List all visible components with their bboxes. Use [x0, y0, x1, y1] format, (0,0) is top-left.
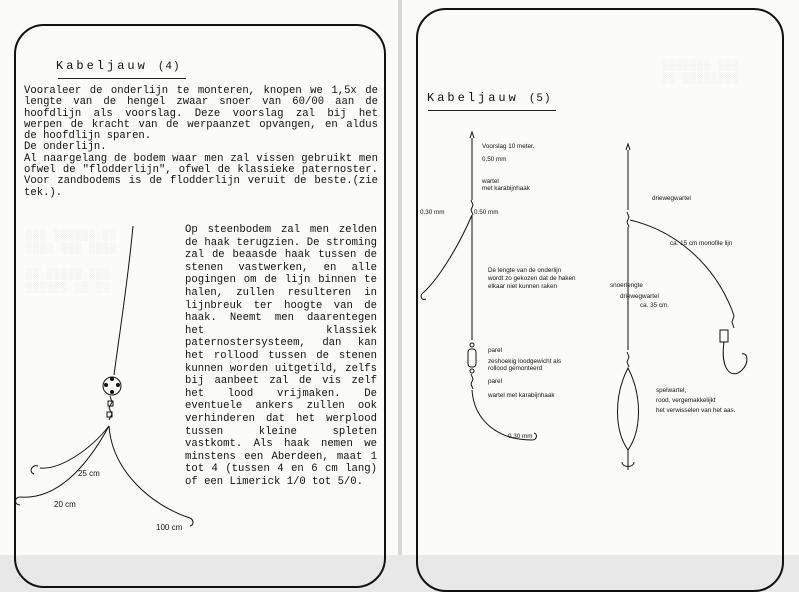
label-monofile: ca. 15 cm monofile lijn	[670, 240, 733, 247]
label-wartel: wartel	[482, 178, 499, 185]
right-page-title: Kabeljauw (5)	[427, 91, 552, 105]
label-030mm-left: 0.30 mm	[420, 209, 445, 216]
left-page-number: (4)	[157, 61, 181, 73]
right-page-number: (5)	[528, 93, 552, 105]
label-karabijnhaak: met karabijnhaak	[482, 185, 530, 192]
label-ca35: ca. 35 cm.	[640, 302, 670, 309]
intro-paragraph: Al naargelang de bodem waar men zal vissen gebruikt men ofwel de "flodderlijn", ofwel de klassieke paternoster. Voor zandbodems is de flodderlijn veruit de beste.(zie tek.).	[24, 152, 378, 199]
label-lood: rollood gemonteerd	[488, 365, 543, 372]
label-spelwartel: spelwartel,	[656, 387, 687, 394]
flodder-and-paternoster-diagrams	[402, 0, 799, 555]
snood-25cm	[40, 426, 109, 468]
label-050mm-top: 0.50 mm	[482, 156, 507, 163]
note-line: De lengte van de onderlijn	[488, 267, 562, 274]
label-driewegwartel: driewegwartel	[652, 195, 691, 202]
top-swivel-icon	[471, 200, 473, 215]
bleed-through-text: ░░░░░░░ ░░░ ░░ ░░░░░░░░	[662, 61, 740, 85]
intro-paragraph: Vooraleer de onderlijn te monteren, knopen we 1,5x de lengte van de hengel zwaar snoer van 60/00 aan de hoofdlijn als voorslag. Deze voorslag zal bij het werpen de kracht van de werpaanzet opvangen, en aldus de hoofdlijn sparen.	[24, 85, 378, 143]
anchor-icon	[622, 462, 634, 470]
main-line-100cm	[109, 426, 190, 518]
label-wartel-bottom: wartel met karabijnhaak	[488, 392, 555, 399]
label-lood: zeshoekig loodgewicht als	[488, 358, 562, 365]
paternoster-rig-diagram	[0, 0, 398, 555]
snood-20cm	[20, 426, 109, 497]
hook-icon	[723, 342, 747, 374]
label-voorslag: Voorslag 10 meter.	[482, 143, 535, 150]
right-page	[402, 0, 799, 555]
note-line: elkaar niet kunnen raken	[488, 283, 557, 290]
three-way-swivel-icon	[627, 212, 629, 227]
label-050mm-mid: 0.50 mm	[474, 209, 499, 216]
bottom-swivel-icon	[471, 374, 473, 389]
label-100cm: 100 cm	[156, 523, 183, 532]
bleed-through-text: ░░░ ░░░░░░ ░░ ░░░░ ░░░ ░░░░ ░░ ░░░░░ ░░░ ░░░░░░ ░░ ░░	[26, 231, 118, 294]
label-spelwartel: het verwisselen van het aas.	[656, 407, 736, 414]
flodder-snood-030	[424, 215, 472, 292]
main-line	[114, 226, 133, 375]
label-25cm: 25 cm	[78, 469, 100, 478]
left-page-title: Kabeljauw (4)	[56, 59, 181, 73]
note-line: wordt zo gekozen dat de haken	[488, 275, 576, 282]
column-text: Op steenbodem zal men zelden de haak terugzien. De stroming zal de beaasde haak tussen de stenen vastwerken, en alle pogingen om de lijn binnen te halen, zullen resulteren in lijnbreuk ter hoogte van de haak. Neemt men daarentegen het klassiek paternostersysteem, dan kan het rollood tussen de stenen kunnen worden uitgetild, zelfs bij aanbeet zal de vis zelf het lood vrijmaken. De eventuele ankers zullen ook verhinderen dat het werplood tussen kleine spleten vastkomt. Als haak nemen we minstens een Aberdeen, maat 1 tot 4 (tussen 4 en 6 cm lang) of een Limerick 1/0 tot 5/0.	[185, 224, 377, 488]
spel-swivel-icon	[720, 330, 728, 342]
label-driewegwartel-2: driewegwartel	[620, 293, 659, 300]
hex-lead-icon	[468, 349, 476, 367]
label-spelwartel: rood, vergemakkelijkt	[656, 397, 716, 404]
label-parel-top: parel	[488, 347, 503, 354]
torpedo-lead-icon	[618, 368, 639, 450]
second-swivel-icon	[627, 352, 629, 367]
label-snoerlengte: snoerlengte	[610, 282, 643, 289]
left-page	[0, 0, 398, 555]
label-parel-bottom: parel	[488, 378, 503, 385]
section-label: De onderlijn.	[24, 141, 107, 154]
paternoster-rig-drawing	[618, 144, 747, 470]
label-030mm-bottom: 0.30 mm	[508, 433, 533, 440]
label-20cm: 20 cm	[54, 500, 76, 509]
